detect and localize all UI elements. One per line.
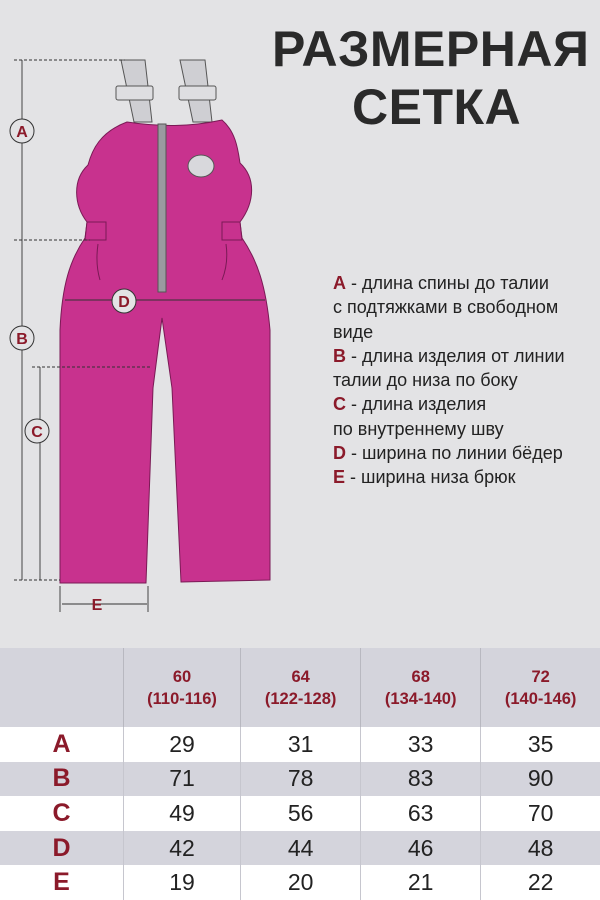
header-size-60: 60 (110-116) <box>124 648 241 727</box>
right-side-elastic <box>222 222 242 240</box>
table-cell: 56 <box>241 796 361 831</box>
table-cell: 20 <box>241 865 361 900</box>
legend-item-a: A - длина спины до талии <box>333 273 549 293</box>
label-a: A <box>16 124 28 141</box>
legend-item-d: D - ширина по линии бёдер <box>333 443 563 464</box>
label-c: C <box>31 424 43 441</box>
table-row <box>0 727 600 762</box>
header-size-68: 68 (134-140) <box>361 648 481 727</box>
label-d: D <box>118 294 130 311</box>
legend-item-b-cont: талии до низа по боку <box>333 370 518 391</box>
legend-item-c-cont: по внутреннему шву <box>333 418 504 439</box>
row-label: E <box>0 865 124 900</box>
page-title <box>272 20 600 136</box>
right-strap-buckle <box>179 86 216 100</box>
table-row <box>0 865 600 900</box>
legend-item-b: B - длина изделия от линии <box>333 345 565 366</box>
table-cell: 46 <box>361 831 481 866</box>
table-cell: 35 <box>481 727 600 762</box>
legend-item-a-cont: с подтяжками в свободном <box>333 297 559 318</box>
table-cell: 44 <box>241 831 361 866</box>
title-line-1: РАЗМЕРНАЯ <box>272 21 590 77</box>
logo-patch <box>188 155 214 177</box>
table-cell: 63 <box>361 796 481 831</box>
header-size-64: 64 (122-128) <box>241 648 361 727</box>
table-cell: 21 <box>361 865 481 900</box>
table-cell: 33 <box>361 727 481 762</box>
table-row <box>0 796 600 831</box>
label-e: E <box>91 597 103 614</box>
legend-item-e: E - ширина низа брюк <box>333 467 516 488</box>
table-cell: 71 <box>124 762 241 797</box>
header-corner <box>0 648 124 727</box>
table-row <box>0 762 600 797</box>
front-zipper <box>158 124 166 292</box>
row-label: A <box>0 727 124 762</box>
table-cell: 83 <box>361 762 481 797</box>
table-cell: 90 <box>481 762 600 797</box>
row-label: C <box>0 796 124 831</box>
table-cell: 70 <box>481 796 600 831</box>
table-cell: 19 <box>124 865 241 900</box>
table-cell: 49 <box>124 796 241 831</box>
bib-overalls-illustration <box>60 60 270 583</box>
table-cell: 42 <box>124 831 241 866</box>
table-cell: 22 <box>481 865 600 900</box>
table-row <box>0 831 600 866</box>
measurement-legend <box>333 271 600 490</box>
row-label: D <box>0 831 124 866</box>
label-b: B <box>16 331 28 348</box>
header-size-72: 72 (140-146) <box>481 648 600 727</box>
row-label: B <box>0 762 124 797</box>
table-cell: 31 <box>241 727 361 762</box>
legend-item-c: C - длина изделия <box>333 394 487 415</box>
table-cell: 48 <box>481 831 600 866</box>
size-table-header <box>0 648 600 727</box>
legend-item-a-cont2: виде <box>333 321 374 342</box>
table-cell: 78 <box>241 762 361 797</box>
size-table <box>0 648 600 900</box>
title-line-2: СЕТКА <box>352 79 522 135</box>
left-strap-buckle <box>116 86 153 100</box>
left-side-elastic <box>85 222 106 240</box>
table-cell: 29 <box>124 727 241 762</box>
